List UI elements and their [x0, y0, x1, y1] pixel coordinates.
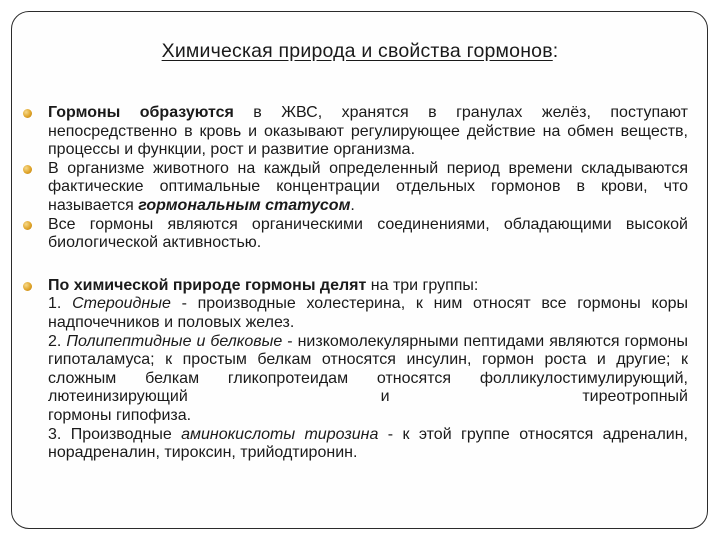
- bullet-dot-icon: [23, 109, 32, 118]
- group-item-2: [48, 333, 688, 426]
- group-3-name: аминокислоты тирозина: [181, 425, 379, 443]
- bullet-paragraph-2: [48, 160, 688, 216]
- group-1-text: - производные холестерина, к ним относят все гормоны коры надпочечников и половых желез.: [48, 295, 688, 331]
- group-item-3: [48, 426, 688, 463]
- bullet-paragraph-1: [48, 104, 688, 160]
- slide-content: [48, 104, 688, 463]
- group-2-number: 2.: [48, 332, 67, 350]
- paragraph-2-text-before: В организме животного на каждый определенный период времени складываются фактические оптимальные концентрации отдельных гормонов в крови, что называется: [48, 159, 688, 214]
- paragraph-2-text-after: .: [350, 196, 355, 214]
- paragraph-3-text: Все гормоны являются органическими соединениями, обладающими высокой биологической активностью.: [48, 215, 688, 252]
- paragraph-2-emphasis: гормональным статусом: [138, 196, 351, 214]
- group-1-name: Стероидные: [72, 295, 171, 313]
- group-item-1: [48, 295, 688, 332]
- group-2-text: - низкомолекулярными пептидами являются гормоны гипоталамуса; к простым белкам относятся инсулин, гормон роста и другие; к сложным белкам гликопротеидам относятся фолликулостимулирующий, лютеинизирующий и тиреотропный: [48, 332, 688, 406]
- group-3-text: - к этой группе относятся адреналин, норадреналин, тироксин, трийодтиронин.: [48, 425, 688, 462]
- bullet-dot-icon: [23, 165, 32, 174]
- slide-title: [0, 40, 720, 63]
- bullet-groups: [48, 277, 688, 463]
- paragraph-1-text: в ЖВС, хранятся в гранулах желёз, поступают непосредственно в кровь и оказывают регулирующее действие на обмен веществ, процессы и функции, рост и развитие организма.: [48, 104, 688, 159]
- group-2-name: Полипептидные и белковые: [66, 332, 283, 350]
- paragraph-1-lead: Гормоны образуются: [48, 104, 234, 121]
- slide-title-text: Химическая природа и свойства гормонов: [161, 40, 553, 62]
- group-3-number: 3.: [48, 425, 71, 443]
- group-3-text-before: Производные: [70, 425, 182, 443]
- groups-lead: По химической природе гормоны делят: [48, 276, 367, 294]
- bullet-paragraph-3: [48, 216, 688, 253]
- slide-title-colon: :: [552, 40, 559, 62]
- bullet-dot-icon: [23, 221, 32, 230]
- bullet-dot-icon: [23, 282, 32, 291]
- group-2-text-end: гормоны гипофиза.: [48, 406, 192, 424]
- groups-lead-rest: на три группы:: [366, 276, 479, 294]
- group-1-number: 1.: [48, 295, 73, 313]
